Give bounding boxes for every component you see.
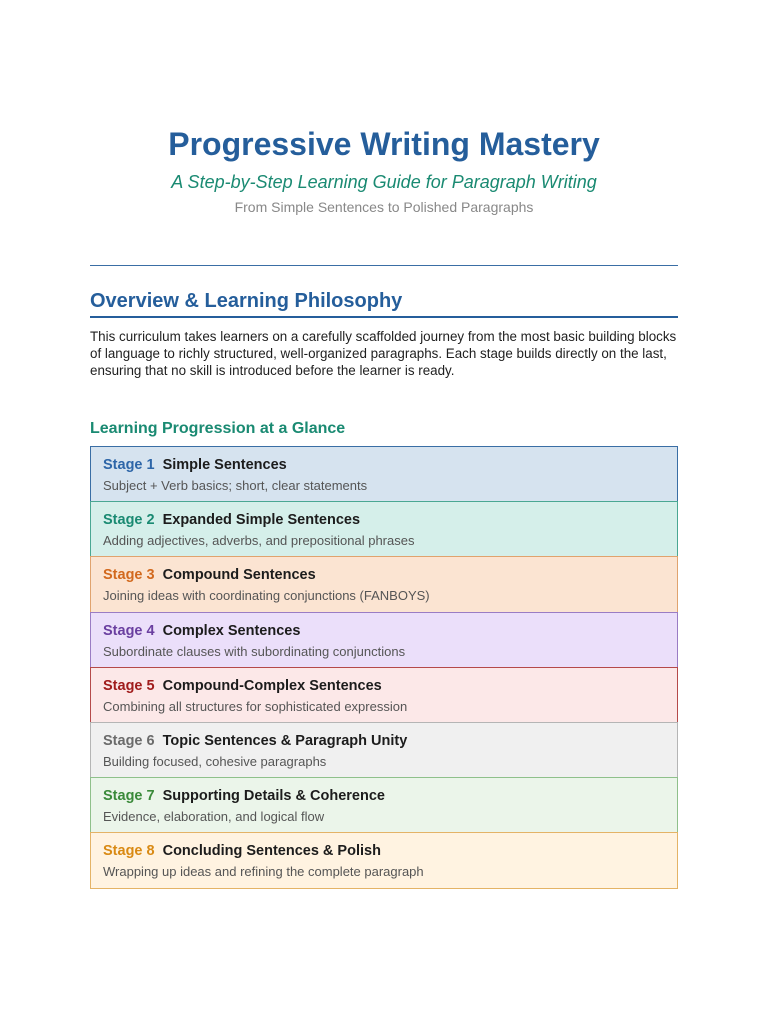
stage-description: Joining ideas with coordinating conjunctions (FANBOYS) bbox=[103, 588, 430, 604]
stage-number: Stage 3 bbox=[103, 567, 155, 584]
overview-paragraph: This curriculum takes learners on a carefully scaffolded journey from the most basic building blocks of language to richly structured, well-organized paragraphs. Each stage builds directly on the last, ensuring that no skill is introduced before the learner is ready. bbox=[90, 329, 677, 378]
stage-title: Simple Sentences bbox=[162, 457, 287, 473]
stage-card bbox=[90, 832, 678, 888]
overview-heading: Overview & Learning Philosophy bbox=[90, 289, 678, 318]
stage-description: Combining all structures for sophisticated expression bbox=[103, 698, 408, 714]
progression-heading: Learning Progression at a Glance bbox=[90, 420, 346, 437]
stage-card bbox=[90, 667, 678, 723]
stage-title: Topic Sentences & Paragraph Unity bbox=[162, 732, 408, 749]
document-subtitle: A Step-by-Step Learning Guide for Paragraph Writing bbox=[171, 172, 597, 192]
stage-card bbox=[90, 501, 678, 557]
stage-card bbox=[90, 722, 678, 778]
document-tagline: From Simple Sentences to Polished Paragraphs bbox=[234, 199, 534, 215]
stage-description: Evidence, elaboration, and logical flow bbox=[103, 809, 325, 825]
stage-number: Stage 1 bbox=[103, 457, 155, 473]
stage-title: Concluding Sentences & Polish bbox=[162, 843, 381, 860]
header-divider bbox=[90, 265, 678, 266]
stage-description: Subordinate clauses with subordinating conjunctions bbox=[103, 643, 406, 659]
document-title: Progressive Writing Mastery bbox=[168, 126, 600, 162]
stage-list bbox=[90, 446, 678, 889]
stage-number: Stage 2 bbox=[103, 512, 155, 529]
stage-title: Expanded Simple Sentences bbox=[162, 512, 361, 529]
stage-number: Stage 5 bbox=[103, 677, 155, 694]
stage-description: Wrapping up ideas and refining the complete paragraph bbox=[103, 864, 424, 880]
stage-card bbox=[90, 446, 678, 502]
stage-card bbox=[90, 556, 678, 612]
stage-card bbox=[90, 777, 678, 833]
stage-title: Supporting Details & Coherence bbox=[162, 788, 385, 805]
stage-number: Stage 8 bbox=[103, 843, 155, 860]
stage-number: Stage 4 bbox=[103, 622, 155, 639]
stage-description: Adding adjectives, adverbs, and prepositional phrases bbox=[103, 533, 415, 549]
stage-description: Building focused, cohesive paragraphs bbox=[103, 753, 327, 769]
stage-title: Complex Sentences bbox=[162, 622, 301, 639]
stage-card bbox=[90, 612, 678, 668]
stage-number: Stage 7 bbox=[103, 788, 155, 805]
stage-title: Compound Sentences bbox=[162, 567, 316, 584]
stage-title: Compound-Complex Sentences bbox=[162, 677, 382, 694]
stage-number: Stage 6 bbox=[103, 732, 155, 749]
stage-description: Subject + Verb basics; short, clear statements bbox=[103, 478, 368, 493]
